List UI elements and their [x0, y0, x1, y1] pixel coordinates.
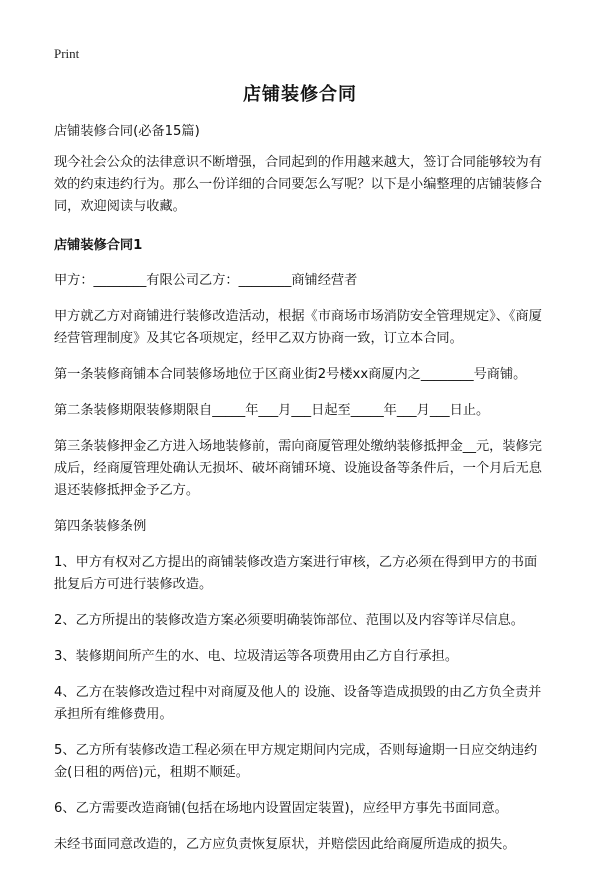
- clause-3-paragraph: 3、装修期间所产生的水、电、垃圾清运等各项费用由乙方自行承担。: [54, 649, 459, 664]
- section-heading: 店铺装修合同1: [54, 238, 143, 253]
- article-4-heading: 第四条装修条例: [54, 519, 147, 534]
- article-3-paragraph: 第三条装修押金乙方进入场地装修前，需向商厦管理处缴纳装修抵押金__元，装修完成后，经商厦管理处确认无损坏、破坏商铺环境、设施设备等条件后，一个月后无息退还装修抵押金予乙方。: [54, 439, 542, 498]
- print-link[interactable]: Print: [54, 46, 80, 61]
- clause-6-paragraph: 6、乙方需要改造商铺(包括在场地内设置固定装置)，应经甲方事先书面同意。: [54, 801, 508, 816]
- parties-line: 甲方：________有限公司乙方：________商铺经营者: [54, 273, 358, 288]
- article-2-paragraph: 第二条装修期限装修期限自_____年___月___日起至_____年___月___日止。: [54, 403, 490, 418]
- document-body: [54, 121, 550, 870]
- intro-paragraph: 现今社会公众的法律意识不断增强，合同起到的作用越来越大，签订合同能够较为有效的约束违约行为。那么一份详细的合同要怎么写呢？以下是小编整理的店铺装修合同，欢迎阅读与收藏。: [54, 155, 542, 214]
- document-subtitle: 店铺装修合同(必备15篇): [54, 124, 200, 139]
- clause-2-paragraph: 2、乙方所提出的装修改造方案必须要明确装饰部位、范围以及内容等详尽信息。: [54, 613, 524, 628]
- clause-4-paragraph: 4、乙方在装修改造过程中对商厦及他人的 设施、设备等造成损毁的由乙方负全责并承担所有维修费用。: [54, 685, 542, 722]
- document-title: 店铺装修合同: [243, 84, 357, 105]
- clause-5-paragraph: 5、乙方所有装修改造工程必须在甲方规定期间内完成，否则每逾期一日应交纳违约金(日租的两倍)元，租期不顺延。: [54, 743, 538, 780]
- article-1-paragraph: 第一条装修商铺本合同装修场地位于区商业街2号楼xx商厦内之________号商铺。: [54, 367, 527, 382]
- closing-paragraph: 未经书面同意改造的，乙方应负责恢复原状，并赔偿因此给商厦所造成的损失。: [54, 837, 516, 852]
- clause-1-paragraph: 1、甲方有权对乙方提出的商铺装修改造方案进行审核，乙方必须在得到甲方的书面批复后方可进行装修改造。: [54, 555, 538, 592]
- preamble-paragraph: 甲方就乙方对商铺进行装修改造活动，根据《市商场市场消防安全管理规定》、《商厦经营管理制度》及其它各项规定，经甲乙双方协商一致，订立本合同。: [54, 309, 542, 346]
